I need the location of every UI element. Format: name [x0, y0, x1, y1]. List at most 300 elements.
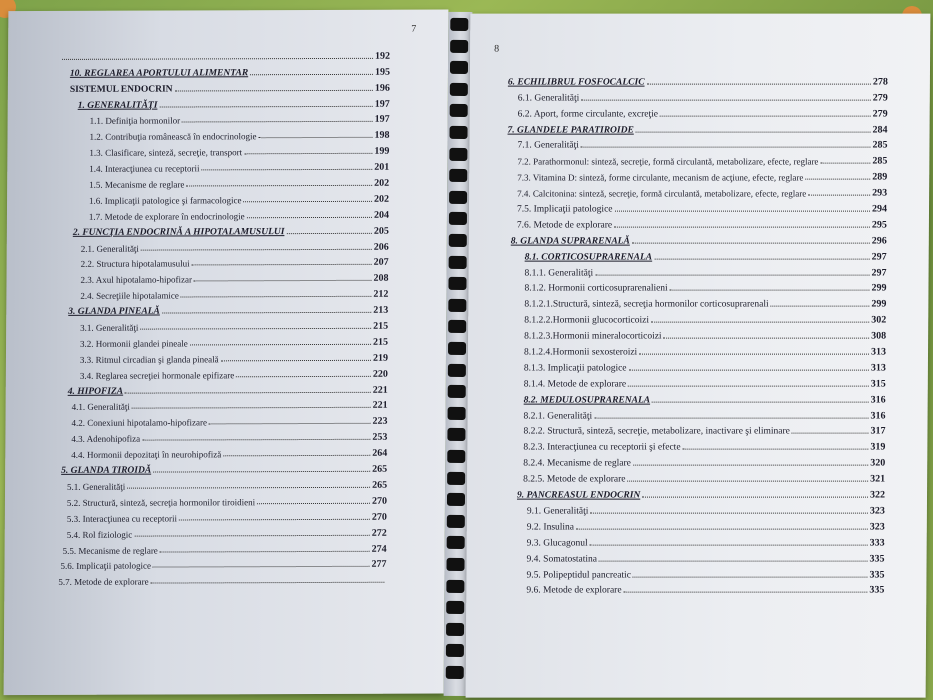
toc-entry-page: 213 — [373, 304, 389, 316]
dot-leader — [153, 471, 370, 473]
toc-entry-page: 264 — [372, 447, 388, 459]
toc-entry-page: 317 — [870, 426, 886, 438]
toc-entry-page: 297 — [871, 251, 887, 263]
toc-entry — [490, 88, 888, 104]
toc-entry — [57, 459, 387, 476]
toc-entry — [58, 379, 388, 396]
toc-entry-page: 265 — [372, 463, 388, 475]
toc-entry-page: 198 — [374, 130, 390, 142]
dot-leader — [595, 274, 869, 275]
toc-entry — [57, 491, 387, 508]
dot-leader — [221, 360, 371, 362]
toc-entry — [489, 231, 887, 247]
toc-entry-title: 8.1.4. Metode de explorare — [523, 379, 627, 390]
toc-entry-page: 278 — [872, 76, 888, 88]
dot-leader — [223, 455, 370, 457]
dot-leader — [190, 344, 371, 346]
binding-coil — [446, 579, 464, 592]
dot-leader — [258, 137, 372, 138]
toc-entry-page: 192 — [375, 50, 391, 62]
toc-entry — [60, 78, 390, 95]
toc-entry — [58, 268, 388, 285]
binding-coil — [446, 558, 464, 571]
dot-leader — [654, 258, 870, 259]
binding-coil — [449, 147, 467, 160]
toc-entry-title: 8.1.2.2.Hormonii glucocorticoizi — [524, 315, 650, 326]
toc-entry-page: 284 — [872, 124, 888, 136]
dot-leader — [581, 99, 871, 100]
toc-entry — [489, 167, 887, 183]
dot-leader — [664, 338, 870, 339]
toc-entry-title: 8.1.1. Generalităţi — [524, 268, 594, 279]
page-number: 8 — [494, 43, 500, 55]
dot-leader — [244, 201, 373, 202]
toc-list — [486, 72, 888, 596]
toc-entry-title: 1.2. Contribuţia românească în endocrinologie — [89, 131, 257, 143]
toc-entry-title: 5.6. Implicaţii patologice — [60, 560, 152, 572]
toc-entry — [488, 294, 886, 310]
toc-entry-page: 285 — [872, 140, 888, 152]
binding-coil — [449, 212, 467, 225]
toc-entry-title: 7.3. Vitamina D: sinteză, forme circulante, mecanism de acţiune, efecte, reglare — [517, 172, 804, 183]
toc-entry — [490, 119, 888, 135]
binding-coil — [448, 320, 466, 333]
toc-entry-title: 8.2. MEDULOSUPRARENALA — [523, 395, 651, 406]
toc-entry — [489, 215, 887, 231]
toc-entry-title: 8.1.2.3.Hormonii mineralocorticoizi — [524, 331, 662, 342]
toc-entry-page: 221 — [372, 384, 388, 396]
toc-entry-title: 7.6. Metode de explorare — [516, 220, 613, 231]
toc-entry-title: 3.4. Reglarea secreţiei hormonale epifizare — [79, 369, 235, 381]
dot-leader — [127, 487, 370, 489]
dot-leader — [194, 280, 372, 282]
toc-entry — [487, 517, 885, 533]
toc-entry — [488, 389, 886, 405]
toc-entry-page: 299 — [871, 283, 887, 295]
binding-coil — [447, 536, 465, 549]
toc-entry-page: 207 — [373, 257, 389, 269]
dot-leader — [808, 195, 870, 196]
binding-coil — [448, 385, 466, 398]
dot-leader — [140, 328, 371, 330]
dot-leader — [257, 503, 370, 504]
toc-entry-title: SISTEMUL ENDOCRIN — [69, 84, 173, 95]
toc-entry-page: 316 — [870, 394, 886, 406]
binding-coil — [449, 169, 467, 182]
toc-entry-title: 5.1. Generalităţi — [67, 481, 126, 492]
toc-entry — [58, 316, 388, 333]
dot-leader — [244, 153, 372, 154]
toc-entry-page: 313 — [870, 346, 887, 358]
dot-leader — [615, 211, 870, 212]
toc-entry-page: 195 — [374, 66, 391, 78]
toc-entry-page: 196 — [374, 82, 390, 94]
toc-entry — [489, 151, 887, 167]
toc-entry-title: 10. REGLAREA APORTULUI ALIMENTAR — [69, 68, 249, 79]
dot-leader — [141, 248, 372, 250]
toc-entry-page: 219 — [372, 352, 389, 364]
toc-entry — [488, 326, 886, 342]
toc-entry-page: 202 — [374, 193, 390, 205]
toc-entry-page: 215 — [373, 336, 389, 348]
page-number: 7 — [411, 23, 417, 35]
dot-leader — [660, 115, 871, 116]
binding-coil — [448, 277, 466, 290]
toc-entry-page: 270 — [371, 511, 387, 523]
toc-entry-page: 299 — [871, 298, 887, 310]
toc-entry-page: 335 — [869, 569, 885, 581]
toc-entry-title: 8.1.2.1.Structură, sinteză, secreţia hormonilor corticosuprarenali — [524, 299, 769, 310]
toc-entry-title: 2.4. Secreţiile hipotalamice — [80, 290, 179, 302]
dot-leader — [179, 519, 370, 521]
dot-leader — [624, 592, 868, 593]
toc-entry-title: 7.2. Parathormonul: sinteză, secreţie, formă circulantă, metabolizare, efecte, reglare — [517, 156, 819, 167]
dot-leader — [594, 417, 868, 418]
binding-coil — [448, 363, 466, 376]
toc-entry-title: 8.2.3. Interacţiunea cu receptorii şi efecte — [523, 442, 681, 453]
dot-leader — [142, 439, 370, 441]
toc-entry — [59, 189, 389, 206]
toc-entry-page: 205 — [373, 225, 389, 237]
binding-coil — [448, 342, 466, 355]
toc-entry-page: 201 — [374, 161, 390, 173]
binding-coil — [450, 61, 468, 74]
dot-leader — [614, 227, 870, 228]
toc-entry-title: 9.4. Somatostatina — [526, 554, 598, 565]
toc-entry — [59, 125, 389, 142]
toc-entry-title: 8.1.3. Implicaţii patologice — [523, 363, 627, 374]
toc-entry — [59, 205, 389, 222]
toc-entry — [58, 364, 388, 381]
toc-entry-page: 323 — [869, 521, 885, 533]
dot-leader — [590, 544, 868, 545]
toc-entry-page: 302 — [871, 314, 887, 326]
toc-entry-title: 9.2. Insulina — [526, 522, 575, 533]
toc-entry-title: 9.1. Generalităţi — [526, 506, 589, 517]
toc-entry-page: 297 — [871, 267, 887, 279]
toc-entry-title: 5.2. Structură, sinteză, secreţia hormonilor tiroidieni — [66, 497, 256, 508]
toc-entry-title: 4.4. Hormonii depozitaţi în neurohipofiză — [71, 449, 222, 461]
toc-entry-page: 333 — [869, 537, 885, 549]
toc-entry-page: 212 — [373, 289, 389, 301]
toc-entry-page: 253 — [372, 432, 388, 444]
dot-leader — [576, 528, 868, 529]
toc-list — [56, 46, 390, 587]
dot-leader — [651, 322, 869, 323]
toc-entry-title: 8.2.5. Metode de explorare — [523, 474, 626, 485]
dot-leader — [629, 370, 869, 371]
toc-entry-title: 8.1.2.4.Hormonii sexosteroizi — [523, 347, 638, 358]
toc-entry-title: 9. PANCREASUL ENDOCRIN — [516, 490, 641, 501]
toc-entry — [487, 437, 885, 453]
toc-entry — [487, 421, 885, 437]
toc-entry-page: 215 — [373, 320, 389, 332]
toc-entry — [488, 374, 886, 390]
toc-entry-title: 4.3. Adenohipofiza — [71, 433, 141, 445]
dot-leader — [581, 147, 871, 148]
toc-entry — [58, 395, 388, 412]
toc-entry-title: 3.2. Hormonii glandei pineale — [80, 338, 188, 349]
binding-coil — [447, 450, 465, 463]
binding-coil — [447, 515, 465, 528]
toc-entry — [490, 103, 888, 119]
toc-entry-title: 8.1.2. Hormonii corticosuprarenalieni — [524, 284, 668, 295]
dot-leader — [62, 58, 373, 60]
toc-entry — [58, 300, 388, 317]
dot-leader — [153, 566, 370, 568]
toc-entry-title: 8.2.2. Structură, sinteză, secreţie, metabolizare, inactivare şi eliminare — [523, 427, 790, 438]
dot-leader — [633, 576, 868, 577]
binding-coil — [450, 39, 468, 52]
toc-entry-title: 7.1. Generalităţi — [517, 141, 579, 152]
toc-entry — [56, 570, 386, 587]
toc-entry — [488, 310, 886, 326]
toc-entry — [57, 411, 387, 428]
toc-entry-page: 199 — [374, 145, 390, 158]
dot-leader — [132, 407, 371, 409]
toc-entry-title: 9.3. Glucagonul — [526, 538, 588, 549]
toc-entry — [57, 427, 387, 444]
toc-entry-title: 1.7. Metode de explorare în endocrinologie — [88, 211, 245, 222]
binding-coil — [446, 601, 464, 614]
toc-entry-title: 8.2.4. Mecanisme de reglare — [523, 458, 631, 469]
binding-coil — [447, 428, 465, 441]
toc-entry-page: 206 — [373, 241, 389, 253]
binding-coil — [448, 299, 466, 312]
toc-entry-page: 295 — [871, 219, 887, 231]
binding-coil — [446, 623, 464, 636]
dot-leader — [590, 513, 868, 514]
toc-entry-title: 1.6. Implicaţii patologice şi farmacologice — [89, 195, 242, 206]
binding-coil — [447, 493, 465, 506]
toc-entry-title: 5.3. Interacţiunea cu receptorii — [66, 513, 178, 524]
toc-entry-page: 320 — [870, 457, 886, 469]
toc-entry — [57, 538, 387, 555]
dot-leader — [627, 481, 868, 482]
toc-entry — [58, 332, 388, 349]
toc-entry — [56, 554, 386, 571]
toc-entry-title: 4.2. Conexiuni hipotalamo-hipofizare — [71, 417, 208, 429]
binding-coil — [450, 104, 468, 117]
toc-entry — [57, 475, 387, 492]
toc-entry — [59, 236, 389, 253]
toc-entry-page: 294 — [871, 203, 888, 215]
toc-entry-title: 1.3. Clasificare, sinteză, secreţie, transport — [89, 147, 243, 159]
toc-entry — [57, 443, 387, 460]
toc-entry — [489, 183, 887, 199]
dot-leader — [820, 163, 870, 164]
binding-coil — [449, 255, 467, 268]
left-page — [4, 10, 449, 696]
dot-leader — [771, 306, 870, 307]
toc-entry — [60, 46, 390, 63]
dot-leader — [151, 582, 385, 584]
toc-entry-page: 221 — [372, 400, 388, 412]
toc-entry-page: 315 — [870, 378, 886, 390]
toc-entry — [59, 221, 389, 238]
dot-leader — [181, 296, 372, 298]
dot-leader — [192, 264, 372, 266]
toc-entry-page: 220 — [372, 368, 388, 380]
toc-entry — [489, 199, 887, 215]
toc-entry-page: 296 — [871, 235, 887, 247]
toc-entry — [489, 135, 887, 151]
binding-coil — [450, 83, 468, 96]
toc-entry-page: 321 — [870, 473, 886, 485]
toc-entry — [59, 252, 389, 269]
toc-entry-title: 2.3. Axul hipotalamo-hipofizar — [80, 274, 193, 286]
toc-entry-title: 3. GLANDA PINEALĂ — [68, 306, 160, 318]
dot-leader — [162, 312, 371, 314]
dot-leader — [805, 179, 870, 180]
toc-entry-title: 7. GLANDELE PARATIROIDE — [507, 125, 634, 136]
dot-leader — [670, 290, 870, 291]
dot-leader — [647, 84, 871, 85]
toc-entry — [489, 262, 887, 278]
binding-coil — [449, 234, 467, 247]
binding-coil — [447, 471, 465, 484]
toc-entry — [489, 246, 887, 262]
toc-entry-page: 197 — [374, 98, 390, 110]
binding-coil — [450, 18, 468, 31]
dot-leader — [636, 131, 871, 132]
dot-leader — [683, 449, 869, 450]
toc-entry-title: 1.5. Mecanisme de reglare — [89, 179, 185, 190]
dot-leader — [182, 121, 373, 123]
dot-leader — [599, 560, 868, 561]
open-book — [4, 9, 931, 699]
toc-entry-page: 322 — [869, 489, 886, 501]
toc-entry-page: 277 — [371, 559, 387, 571]
toc-entry-title: 6. ECHILIBRUL FOSFOCALCIC — [507, 77, 645, 88]
dot-leader — [247, 217, 372, 218]
toc-entry — [488, 358, 886, 374]
toc-entry-page: 197 — [374, 114, 390, 126]
toc-entry-page: 223 — [372, 416, 388, 428]
toc-entry-page: 204 — [373, 209, 390, 221]
dot-leader — [652, 401, 869, 402]
dot-leader — [175, 89, 373, 91]
dot-leader — [186, 185, 372, 187]
toc-entry-page: 279 — [872, 92, 888, 104]
toc-entry-title: 5.4. Rol fiziologic — [66, 529, 133, 540]
dot-leader — [633, 465, 868, 466]
toc-entry — [57, 522, 387, 539]
dot-leader — [642, 497, 868, 498]
toc-entry-page: 319 — [870, 441, 886, 453]
toc-entry-title: 9.6. Metode de explorare — [526, 585, 622, 596]
toc-entry-page: 308 — [871, 330, 887, 342]
toc-entry-title: 7.4. Calcitonina: sinteză, secreţie, formă circulantă, metabolizare, efecte, reglare — [517, 188, 807, 199]
toc-entry — [59, 173, 389, 190]
toc-entry-title: 8.2.1. Generalităţi — [523, 411, 593, 422]
dot-leader — [125, 391, 371, 393]
toc-entry-page: 265 — [372, 479, 388, 491]
toc-entry — [487, 501, 885, 517]
toc-entry — [60, 109, 390, 126]
toc-entry — [487, 485, 885, 501]
binding-coil — [449, 191, 467, 204]
binding-coil — [450, 126, 468, 139]
dot-leader — [159, 105, 372, 107]
toc-entry — [58, 348, 388, 365]
dot-leader — [236, 376, 371, 377]
toc-entry-title: 3.3. Ritmul circadian şi glanda pineală — [79, 354, 219, 365]
toc-entry-page: 279 — [872, 108, 888, 120]
toc-entry-title: 4.1. Generalităţi — [71, 402, 130, 413]
toc-entry — [486, 564, 884, 580]
toc-entry-title: 1.4. Interacţiunea cu receptorii — [89, 163, 200, 174]
toc-entry-title: 8. GLANDA SUPRARENALĂ — [510, 236, 630, 247]
toc-entry-title: 5. GLANDA TIROIDĂ — [61, 465, 152, 476]
dot-leader — [160, 550, 370, 552]
binding-coil — [446, 666, 464, 679]
toc-entry-page: 335 — [869, 553, 885, 565]
toc-entry — [488, 405, 886, 421]
toc-entry — [60, 93, 390, 110]
toc-entry-page: 313 — [870, 362, 886, 374]
toc-entry-title: 3.1. Generalităţi — [80, 322, 139, 333]
toc-entry — [58, 284, 388, 301]
toc-entry-page: 274 — [371, 543, 387, 555]
toc-entry-page: 293 — [872, 187, 888, 199]
toc-entry — [490, 72, 888, 88]
dot-leader — [201, 169, 372, 171]
toc-entry-page: 316 — [870, 410, 886, 422]
toc-entry — [60, 62, 390, 79]
toc-entry-page: 272 — [371, 527, 387, 539]
toc-entry — [487, 469, 885, 485]
toc-entry-page: 289 — [872, 171, 888, 183]
toc-entry-page: 285 — [872, 155, 888, 167]
toc-entry-title: 6.2. Aport, forme circulante, excreţie — [517, 109, 659, 120]
toc-entry-title: 2.1. Generalităţi — [80, 243, 139, 254]
toc-entry — [488, 278, 886, 294]
dot-leader — [286, 233, 371, 234]
toc-entry-page: 270 — [371, 495, 388, 507]
toc-entry-title: 8.1. CORTICOSUPRARENALA — [524, 252, 653, 263]
dot-leader — [628, 385, 869, 386]
toc-entry — [486, 580, 884, 596]
toc-entry-page: 208 — [373, 273, 389, 285]
toc-entry-title: 7.5. Implicaţii patologice — [516, 204, 613, 215]
toc-entry-title: 2.2. Structura hipotalamusului — [80, 258, 190, 270]
toc-entry-page: 335 — [869, 584, 885, 596]
binding-coil — [448, 407, 466, 420]
toc-entry-page: 323 — [869, 505, 885, 517]
toc-entry-title: 1.1. Definiţia hormonilor — [89, 115, 181, 127]
toc-entry-title: 9.5. Polipeptidul pancreatic — [526, 570, 631, 581]
dot-leader — [134, 534, 370, 536]
dot-leader — [792, 433, 869, 434]
binding-coil — [446, 644, 464, 657]
toc-entry-page: 202 — [374, 177, 390, 189]
toc-entry — [59, 157, 389, 174]
toc-entry — [487, 453, 885, 469]
toc-entry-title: 5.5. Mecanisme de reglare — [62, 545, 158, 556]
dot-leader — [639, 354, 869, 355]
right-page — [466, 14, 931, 698]
toc-entry — [488, 342, 886, 358]
toc-entry-title: 4. HIPOFIZA — [67, 386, 124, 397]
dot-leader — [632, 242, 870, 243]
dot-leader — [250, 74, 373, 75]
dot-leader — [209, 423, 371, 425]
toc-entry — [59, 141, 389, 158]
toc-entry-title: 6.1. Generalităţi — [517, 93, 580, 104]
toc-entry — [57, 507, 387, 524]
toc-entry-title: 2. FUNCŢIA ENDOCRINĂ A HIPOTALAMUSULUI — [72, 226, 285, 238]
